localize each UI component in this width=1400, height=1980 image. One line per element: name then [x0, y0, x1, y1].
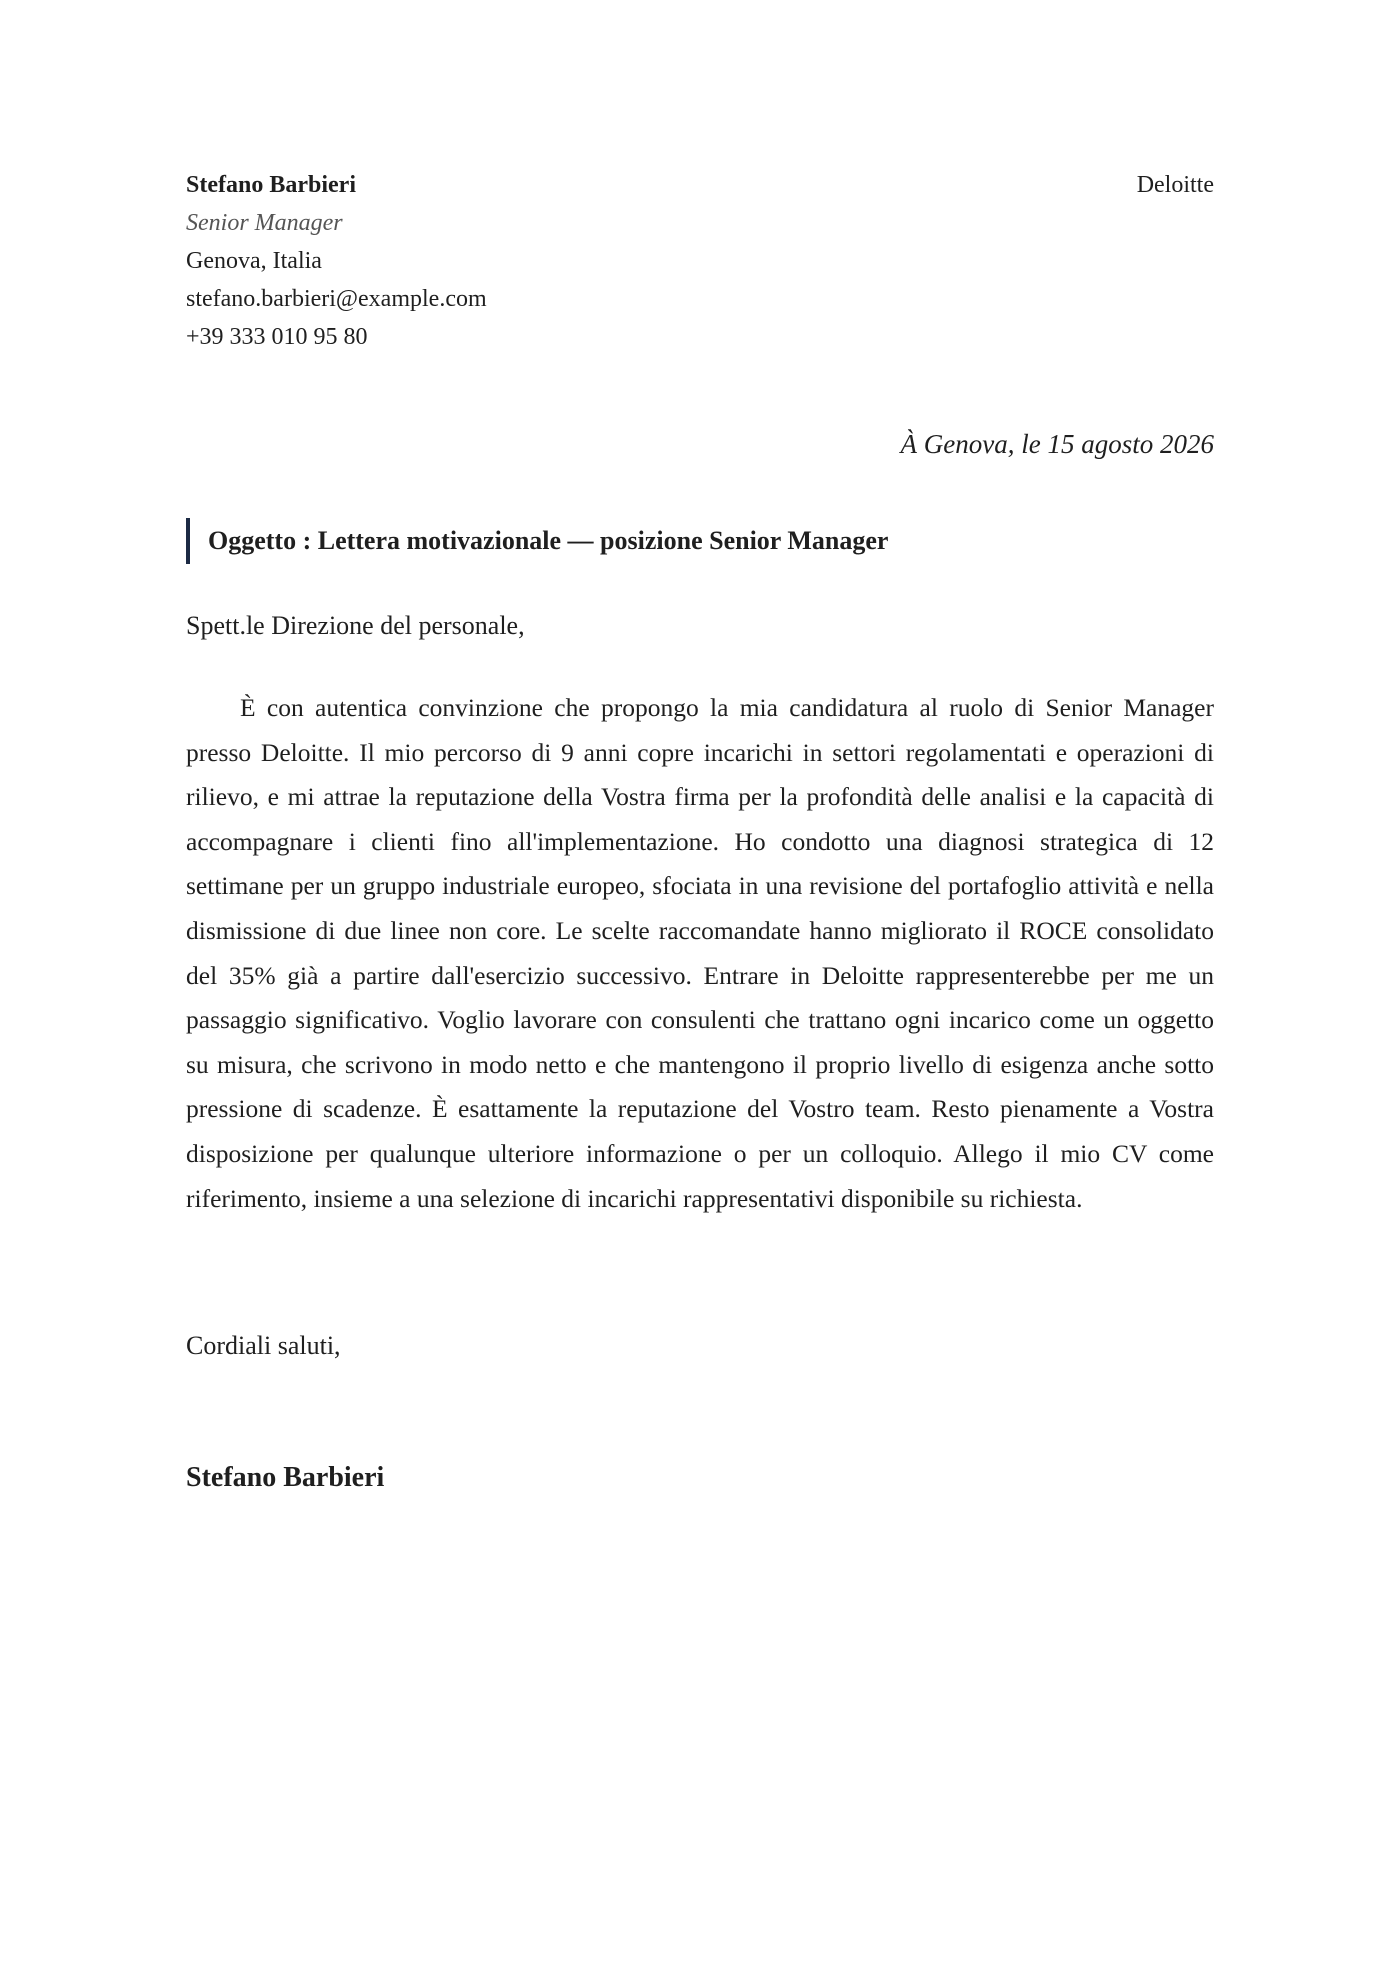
- sender-phone: +39 333 010 95 80: [186, 324, 368, 350]
- letter-date: À Genova, le 15 agosto 2026: [900, 429, 1214, 459]
- letter-signature: Stefano Barbieri: [186, 1462, 385, 1493]
- sender-block: [186, 166, 487, 356]
- letter-body: È con autentica convinzione che propongo la mia candidatura al ruolo di Senior Manager presso Deloitte. Il mio percorso di 9 anni copre incarichi in settori regolamentati e operazioni di rilievo, e mi attrae la reputazione della Vostra firma per la profondità delle analisi e la capacità di accompagnare i clienti fino all'implementazione. Ho condotto una diagnosi strategica di 12 settimane per un gruppo industriale europeo, sfociata in una revisione del portafoglio attività e nella dismissione di due linee non core. Le scelte raccomandate hanno migliorato il ROCE consolidato del 35% già a partire dall'esercizio successivo. Entrare in Deloitte rappresenterebbe per me un passaggio significativo. Voglio lavorare con consulenti che trattano ogni incarico come un oggetto su misura, che scrivono in modo netto e che mantengono il proprio livello di esigenza anche sotto pressione di scadenze. È esattamente la reputazione del Vostro team. Resto pienamente a Vostra disposizione per qualunque ulteriore informazione o per un colloquio. Allego il mio CV come riferimento, insieme a una selezione di incarichi rappresentativi disponibile su richiesta.: [186, 693, 1214, 1213]
- letter-salutation: Spett.le Direzione del personale,: [186, 611, 525, 640]
- sender-email: stefano.barbieri@example.com: [186, 286, 487, 312]
- sender-location: Genova, Italia: [186, 248, 322, 274]
- sender-name: Stefano Barbieri: [186, 172, 356, 198]
- letter-closing: Cordiali saluti,: [186, 1331, 341, 1360]
- sender-role: Senior Manager: [186, 210, 343, 236]
- recipient-company: Deloitte: [1136, 172, 1214, 198]
- letter-subject: Oggetto : Lettera motivazionale — posizione Senior Manager: [186, 518, 888, 564]
